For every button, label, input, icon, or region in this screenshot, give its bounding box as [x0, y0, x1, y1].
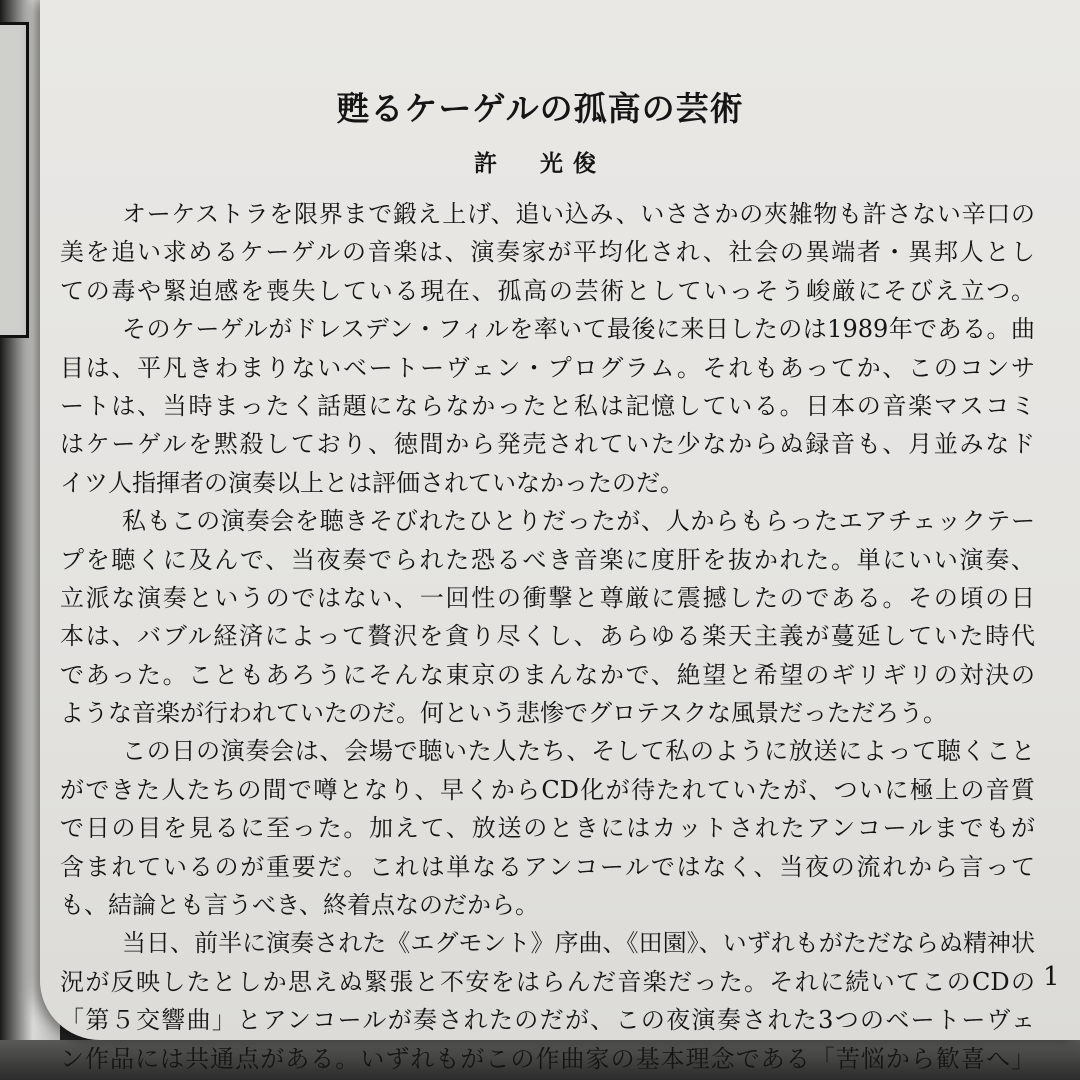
text-line: この日の演奏会は、会場で聴いた人たち、そして私のように放送によって聴くこと — [122, 737, 1035, 766]
text-line: 「第５交響曲」とアンコールが奏されたのだが、この夜演奏された3つのベートーヴェ — [60, 1006, 1035, 1035]
text-line: 含まれているのが重要だ。これは単なるアンコールではなく、当夜の流れから言って — [60, 852, 1035, 881]
text-line: 立派な演奏というのではない、一回性の衝撃と尊厳に震撼したのである。その頃の日 — [60, 583, 1035, 612]
text-line: ン作品には共通点がある。いずれもがこの作曲家の基本理念である「苦悩から歓喜へ」 — [60, 1044, 1035, 1073]
article-title: 甦るケーゲルの孤高の芸術 — [336, 89, 744, 128]
text-line: ートは、当時まったく話題にならなかったと私は記憶している。日本の音楽マスコミ — [60, 391, 1035, 420]
text-line: オーケストラを限界まで鍛え上げ、追い込み、いささかの夾雑物も許さない辛口の — [122, 200, 1035, 228]
text-line: そのケーゲルがドレスデン・フィルを率いて最後に来日したのは1989年である。曲 — [122, 315, 1035, 344]
text-line: 目は、平凡きわまりないベートーヴェン・プログラム。それもあってか、このコンサ — [60, 353, 1035, 382]
article-body — [60, 195, 1035, 1078]
text-line: であった。こともあろうにそんな東京のまんなかで、絶望と希望のギリギリの対決の — [60, 660, 1035, 689]
text-line: ような音楽が行われていたのだ。何という悲惨でグロテスクな風景だっただろう。 — [60, 699, 948, 728]
text-line: 私もこの演奏会を聴きそびれたひとりだったが、人からもらったエアチェックテー — [122, 507, 1035, 536]
text-line: 況が反映したとしか思えぬ緊張と不安をはらんだ音楽だった。それに続いてこのCDの — [60, 967, 1035, 996]
text-line: ての毒や緊迫感を喪失している現在、孤高の芸術としていっそう峻厳にそびえ立つ。 — [60, 276, 1035, 305]
text-line: プを聴くに及んで、当夜奏でられた恐るべき音楽に度肝を抜かれた。単にいい演奏、 — [60, 545, 1035, 574]
adjacent-page-frame — [0, 22, 29, 338]
author-name: 許 光俊 — [474, 150, 606, 177]
text-line: 美を追い求めるケーゲルの音楽は、演奏家が平均化され、社会の異端者・異邦人とし — [60, 238, 1035, 267]
text-line: イツ人指揮者の演奏以上とは評価されていなかったのだ。 — [60, 468, 684, 497]
text-line: はケーゲルを黙殺しており、徳間から発売されていた少なからぬ録音も、月並みなド — [60, 430, 1035, 459]
text-line: 本は、バブル経済によって贅沢を貪り尽くし、あらゆる楽天主義が蔓延していた時代 — [60, 622, 1035, 651]
text-line: ができた人たちの間で噂となり、早くからCD化が待たれていたが、ついに極上の音質 — [60, 775, 1035, 804]
page-number: 1 — [1043, 962, 1060, 992]
text-line: も、結論とも言うべき、終着点なのだから。 — [60, 891, 540, 920]
text-line: で日の目を見るに至った。加えて、放送のときにはカットされたアンコールまでもが — [60, 814, 1035, 843]
text-line: 当日、前半に演奏された《エグモント》序曲、《田園》、いずれもがただならぬ精神状 — [122, 929, 1035, 958]
